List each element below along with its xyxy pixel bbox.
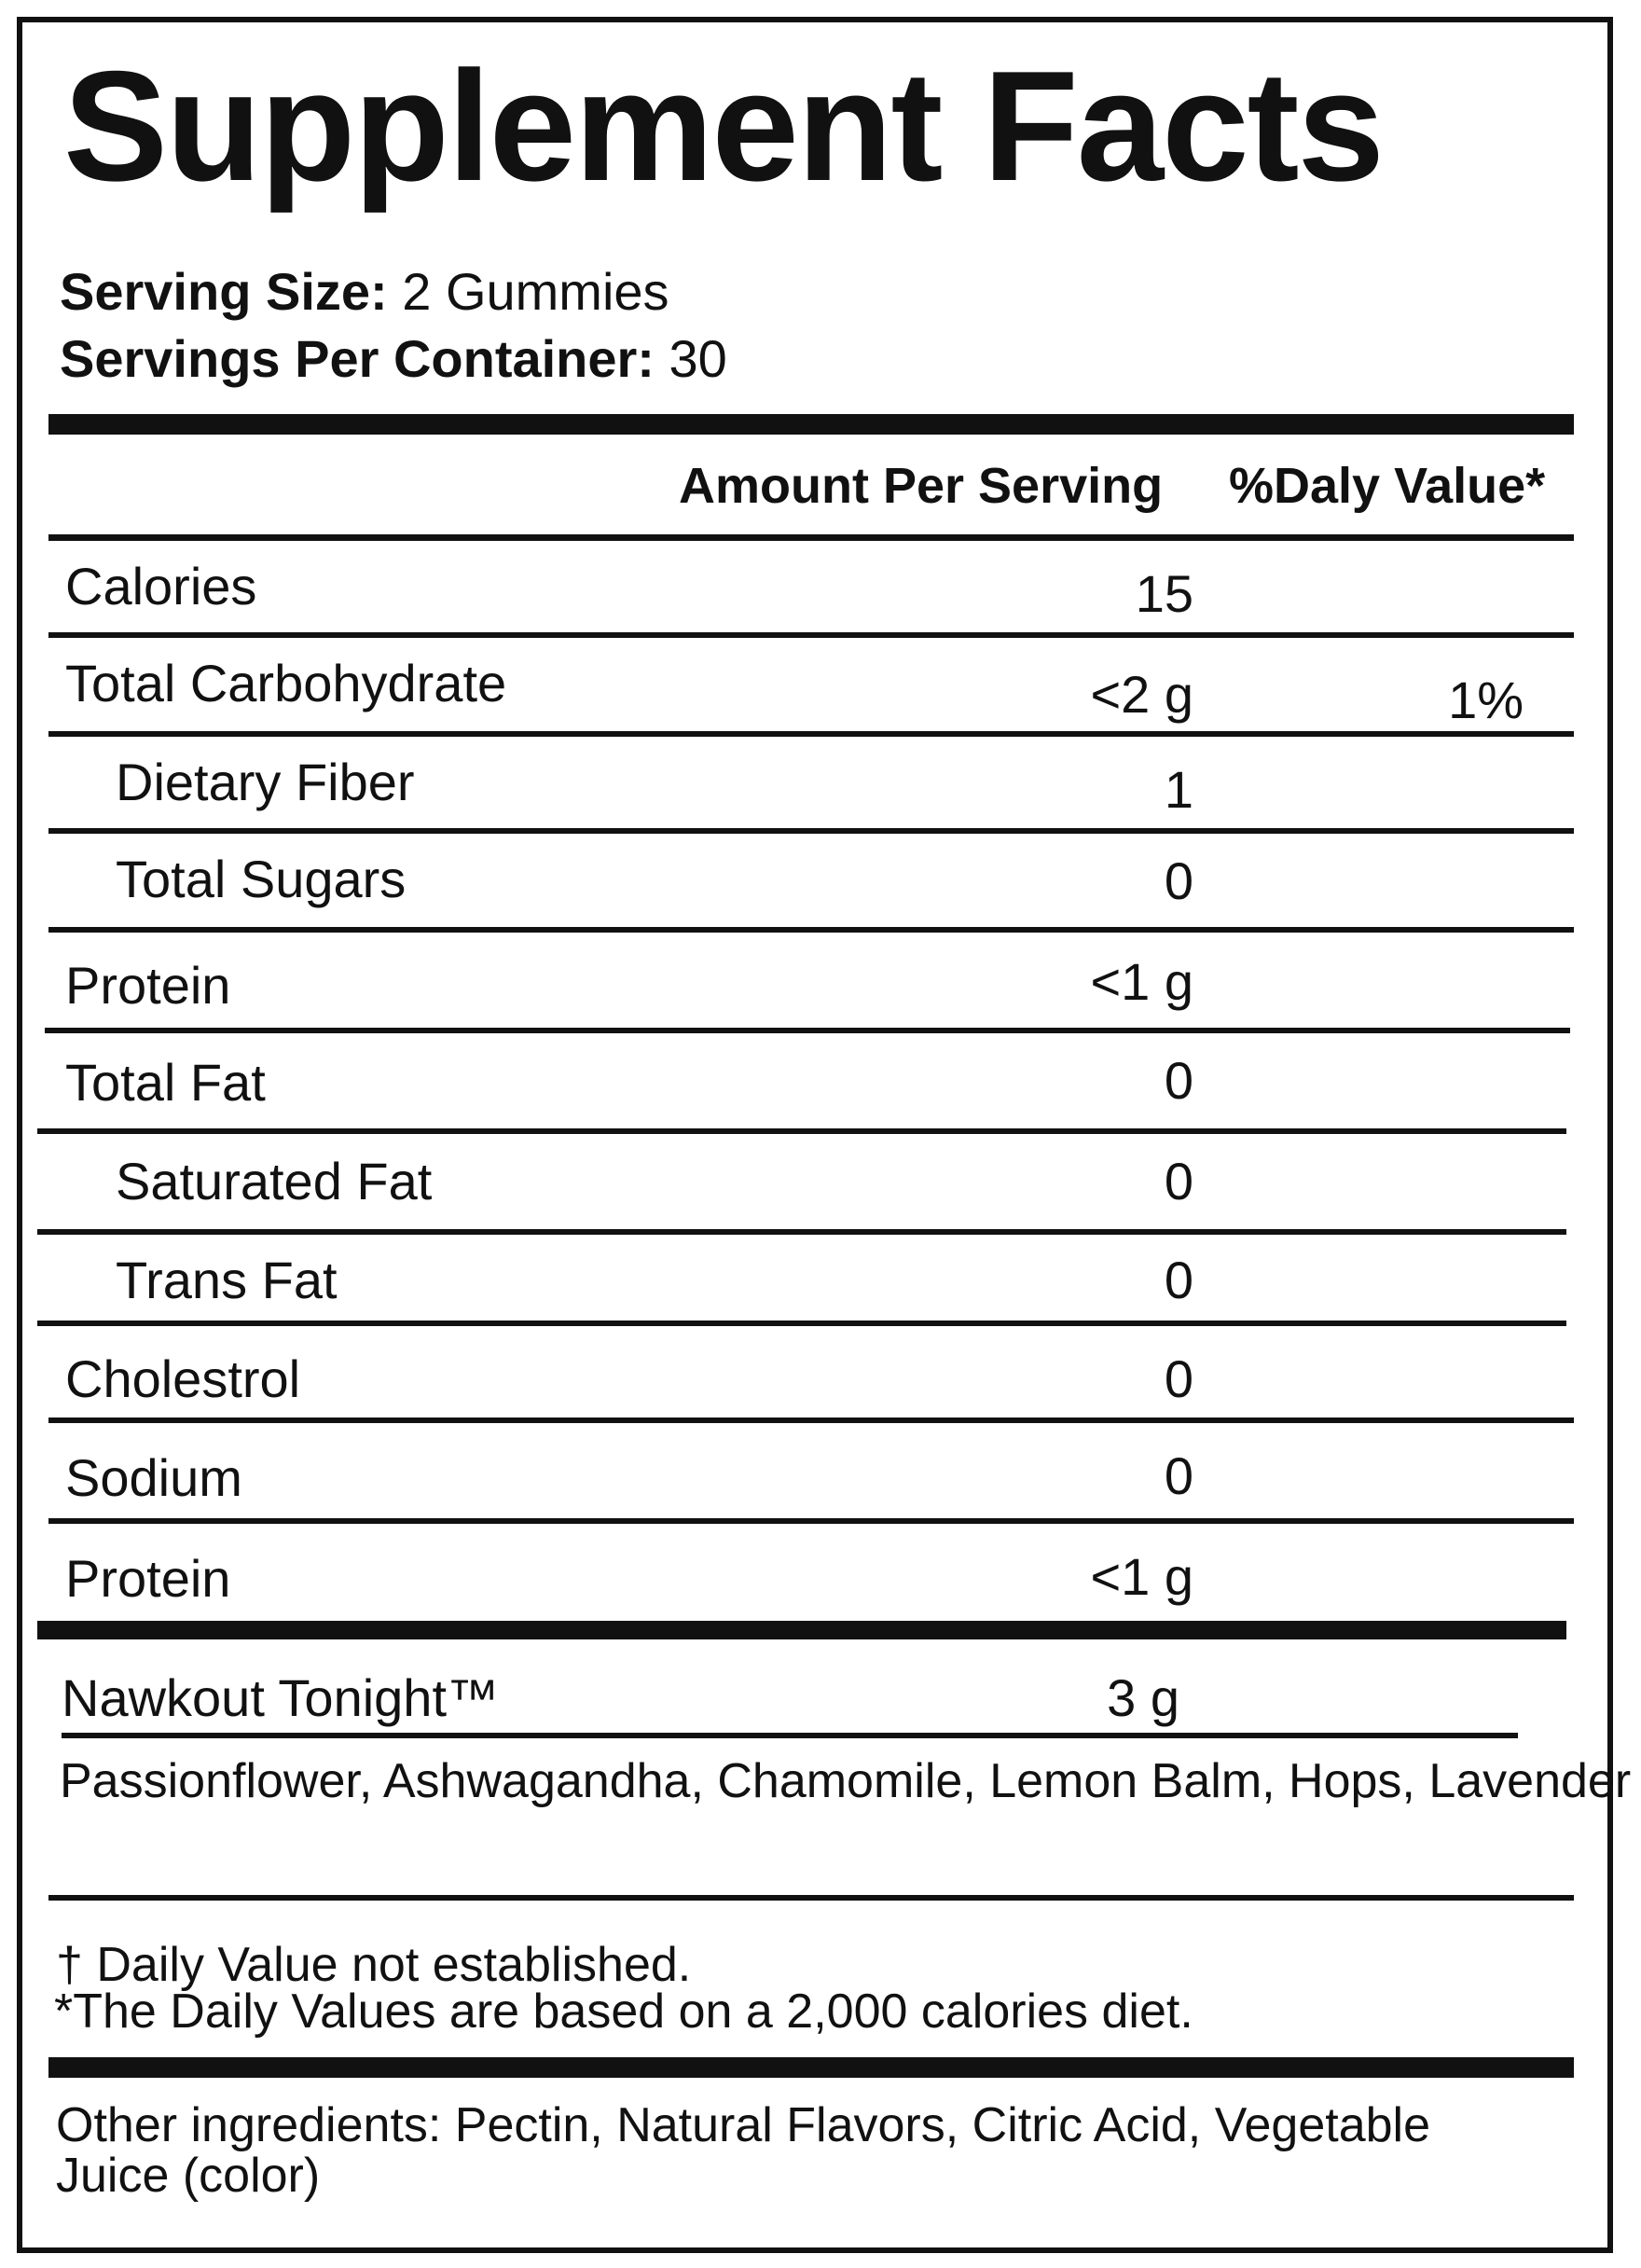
blend-ingredients: Passionflower, Ashwagandha, Chamomile, Lemon Balm, Hops, Lavender [60, 1754, 1632, 1808]
servings-per-container [60, 328, 727, 390]
blend-amount: 3 g [1107, 1668, 1179, 1727]
row-divider [48, 632, 1574, 638]
blend-name: Nawkout Tonight™ [62, 1668, 499, 1727]
row-amount-trans-fat: 0 [1164, 1251, 1193, 1309]
row-amount-cholestrol: 0 [1164, 1349, 1193, 1408]
row-label-total-fat: Total Fat [65, 1053, 266, 1112]
row-label-sodium: Sodium [65, 1448, 242, 1507]
row-dv-total-carbohydrate: 1% [1448, 671, 1524, 729]
serving-size-label: Serving Size: [60, 262, 388, 321]
row-label-total-sugars: Total Sugars [116, 850, 407, 908]
row-divider [48, 828, 1574, 834]
row-amount-sodium: 0 [1164, 1446, 1193, 1505]
row-divider [48, 927, 1574, 933]
serving-size-value: 2 Gummies [402, 262, 669, 321]
thick-divider-top [48, 414, 1574, 435]
row-label-trans-fat: Trans Fat [116, 1251, 338, 1309]
row-amount-protein: <1 g [1090, 1547, 1193, 1606]
row-amount-dietary-fiber: 1 [1164, 760, 1193, 819]
row-divider [37, 1229, 1566, 1235]
header-amount-per-serving: Amount Per Serving [679, 458, 1164, 514]
header-daily-value: %Daly Value* [1229, 458, 1546, 514]
row-label-total-carbohydrate: Total Carbohydrate [65, 654, 507, 712]
notes-divider [48, 1895, 1574, 1901]
row-label-protein: Protein [65, 1549, 231, 1608]
row-divider [37, 1321, 1566, 1326]
row-divider [48, 731, 1574, 737]
thick-divider-bottom [48, 2057, 1574, 2078]
row-label-cholestrol: Cholestrol [65, 1349, 301, 1408]
row-label-saturated-fat: Saturated Fat [116, 1152, 433, 1210]
panel-title: Supplement Facts [63, 38, 1383, 214]
other-ingredients-line1: Other ingredients: Pectin, Natural Flavors, Citric Acid, Vegetable [56, 2098, 1431, 2152]
other-ingredients-line2: Juice (color) [56, 2149, 321, 2203]
blend-divider [62, 1733, 1518, 1738]
row-amount-saturated-fat: 0 [1164, 1152, 1193, 1210]
row-amount-protein: <1 g [1090, 952, 1193, 1011]
row-label-dietary-fiber: Dietary Fiber [116, 753, 415, 811]
thick-divider-middle [37, 1621, 1566, 1639]
row-divider [48, 1418, 1574, 1423]
row-amount-calories: 15 [1135, 564, 1193, 623]
footnote-dagger: † Daily Value not established. [56, 1938, 692, 1992]
serving-size [60, 261, 669, 323]
row-amount-total-carbohydrate: <2 g [1090, 665, 1193, 724]
row-label-protein: Protein [65, 956, 231, 1015]
servings-per-container-value: 30 [669, 329, 727, 388]
servings-per-container-label: Servings Per Container: [60, 329, 655, 388]
row-divider [48, 1518, 1574, 1524]
row-label-calories: Calories [65, 557, 257, 615]
row-amount-total-fat: 0 [1164, 1051, 1193, 1110]
header-divider [48, 534, 1574, 541]
row-divider [45, 1028, 1570, 1033]
row-divider [37, 1128, 1566, 1134]
row-amount-total-sugars: 0 [1164, 851, 1193, 910]
footnote-daily-values: *The Daily Values are based on a 2,000 calories diet. [54, 1984, 1193, 2039]
